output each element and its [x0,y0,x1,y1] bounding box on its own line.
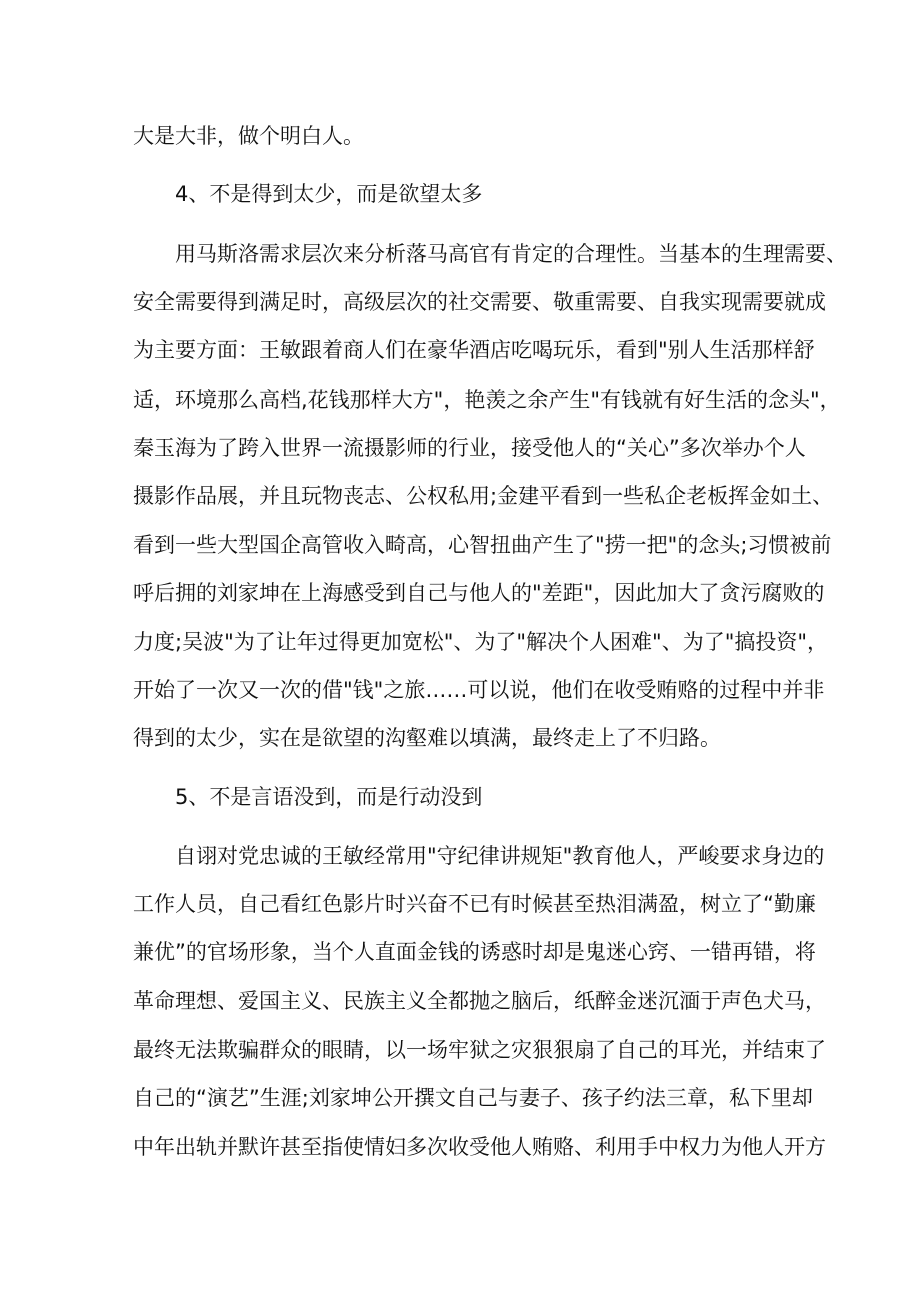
paragraph-line: 安全需要得到满足时，高级层次的社交需要、敬重需要、自我实现需要就成 [133,290,826,314]
section-heading: 4、不是得到太少，而是欲望太多 [175,182,483,206]
paragraph-line: 自己的“演艺”生涯;刘家坤公开撰文自己与妻子、孩子约法三章，私下里却 [133,1086,813,1110]
paragraph-line: 得到的太少，实在是欲望的沟壑难以填满，最终走上了不归路。 [133,726,721,750]
paragraph-line: 中年出轨并默许甚至指使情妇多次收受他人贿赂、利用手中权力为他人开方 [133,1135,826,1159]
paragraph-line: 看到一些大型国企高管收入畸高，心智扭曲产生了"捞一把"的念头;习惯被前 [133,533,832,557]
paragraph-line: 工作人员，自己看红色影片时兴奋不已有时候甚至热泪满盈，树立了“勤廉 [133,892,816,916]
paragraph-line: 大是大非，做个明白人。 [133,124,364,148]
paragraph-line: 呼后拥的刘家坤在上海感受到自己与他人的"差距"，因此加大了贪污腐败的 [133,581,825,605]
paragraph-line: 革命理想、爱国主义、民族主义全都抛之脑后，纸醉金迷沉湎于声色犬马， [133,989,826,1013]
paragraph-line: 开始了一次又一次的借"钱"之旅……可以说，他们在收受贿赂的过程中并非 [133,678,825,702]
paragraph-line: 用马斯洛需求层次来分析落马高官有肯定的合理性。当基本的生理需要、 [175,242,847,266]
paragraph-line: 适，环境那么高档,花钱那样大方"，艳羡之余产生"有钱就有好生活的念头"， [133,388,841,412]
paragraph-line: 自诩对党忠诚的王敏经常用"守纪律讲规矩"教育他人，严峻要求身边的 [175,844,825,868]
paragraph-line: 摄影作品展，并且玩物丧志、公权私用;金建平看到一些私企老板挥金如土、 [133,484,834,508]
paragraph-line: 秦玉海为了跨入世界一流摄影师的行业，接受他人的“关心”多次举办个人 [133,436,806,460]
paragraph-line: 最终无法欺骗群众的眼睛，以一场牢狱之灾狠狠扇了自己的耳光，并结束了 [133,1038,826,1062]
section-heading: 5、不是言语没到，而是行动没到 [175,785,483,809]
paragraph-line: 为主要方面：王敏跟着商人们在豪华酒店吃喝玩乐，看到"别人生活那样舒 [133,338,815,362]
paragraph-line: 兼优”的官场形象，当个人直面金钱的诱惑时却是鬼迷心窍、一错再错，将 [133,940,816,964]
paragraph-line: 力度;吴波"为了让年过得更加宽松"、为了"解决个人困难"、为了"搞投资"， [133,630,829,654]
